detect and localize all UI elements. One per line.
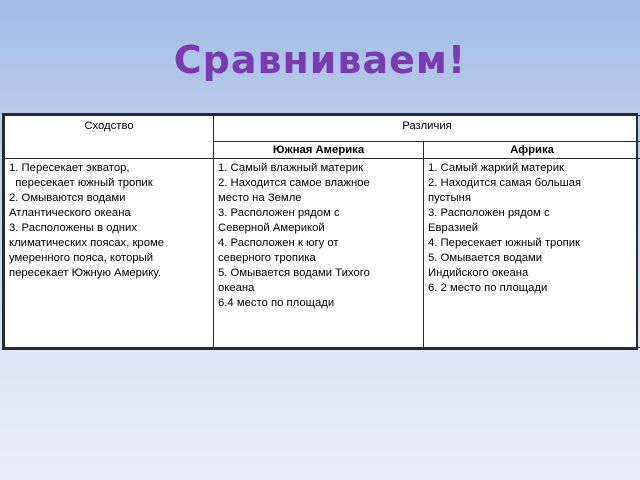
south-america-line: 5. Омывается водами Тихого	[218, 266, 370, 279]
page-title: Сравниваем!	[173, 38, 467, 82]
similarity-line: климатических поясах, кроме	[9, 236, 165, 249]
similarity-line: умеренного пояса, который	[9, 251, 154, 264]
similarity-line: пересекает Южную Америку.	[9, 266, 161, 279]
africa-cell	[424, 158, 640, 347]
south-america-line: 2. Находится самое влажное	[218, 176, 370, 189]
africa-line: Евразией	[428, 221, 479, 234]
south-america-line: Северной Америкой	[218, 221, 325, 234]
africa-line: 5. Омывается водами	[428, 251, 543, 264]
africa-line: пустыня	[428, 191, 471, 204]
south-america-line: северного тропика	[218, 251, 316, 264]
africa-line: 6. 2 место по площади	[428, 281, 548, 294]
similarity-line: 2. Омываются водами	[9, 191, 126, 204]
header-similarity: Сходство	[5, 116, 214, 159]
similarity-line: 1. Пересекает экватор,	[9, 161, 130, 174]
south-america-line: 6.4 место по площади	[218, 296, 335, 309]
similarity-line: 3. Расположены в одних	[9, 221, 137, 234]
similarity-line: пересекает южный тропик	[9, 176, 153, 189]
south-america-line: 3. Расположен рядом с	[218, 206, 340, 219]
header-south-america: Южная Америка	[214, 141, 424, 158]
south-america-line: 4. Расположен к югу от	[218, 236, 339, 249]
header-africa: Африка	[424, 141, 640, 158]
africa-line: 4. Пересекает южный тропик	[428, 236, 580, 249]
header-differences: Различия	[214, 116, 640, 142]
africa-line: 1. Самый жаркий материк	[428, 161, 564, 174]
similarity-cell	[5, 158, 214, 347]
africa-line: Индийского океана	[428, 266, 529, 279]
south-america-cell	[214, 158, 424, 347]
comparison-table-grid	[4, 115, 640, 348]
south-america-line: место на Земле	[218, 191, 302, 204]
south-america-line: океана	[218, 281, 255, 294]
south-america-line: 1. Самый влажный материк	[218, 161, 364, 174]
similarity-line: Атлантического океана	[9, 206, 131, 219]
comparison-table	[2, 113, 638, 350]
africa-line: 3. Расположен рядом с	[428, 206, 550, 219]
africa-line: 2. Находится самая большая	[428, 176, 582, 189]
